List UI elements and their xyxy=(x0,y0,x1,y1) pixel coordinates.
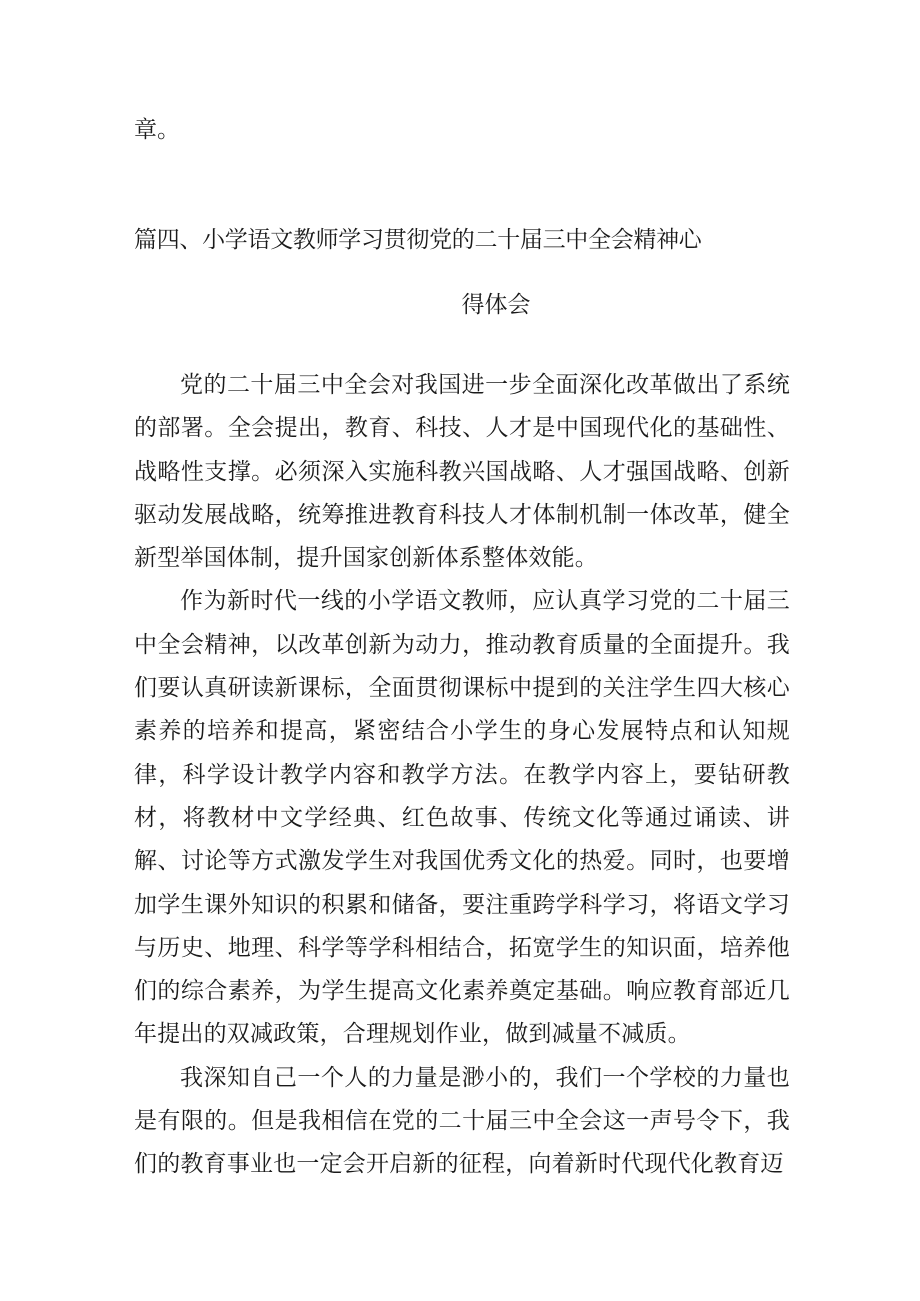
article-title xyxy=(134,208,786,337)
continuation-text: 章。 xyxy=(134,117,180,143)
article-body xyxy=(134,364,790,1187)
body-paragraph-3: 我深知自己一个人的力量是渺小的，我们一个学校的力量也是有限的。但是我相信在党的二十届三中全会这一声号令下，我们的教育事业也一定会开启新的征程，向着新时代现代化教育迈 xyxy=(134,1064,790,1178)
body-paragraph-1: 党的二十届三中全会对我国进一步全面深化改革做出了系统的部署。全会提出，教育、科技、人才是中国现代化的基础性、战略性支撑。必须深入实施科教兴国战略、人才强国战略、创新驱动发展战略，统筹推进教育科技人才体制机制一体改革，健全新型举国体制，提升国家创新体系整体效能。 xyxy=(134,372,790,572)
body-paragraph-2: 作为新时代一线的小学语文教师，应认真学习党的二十届三中全会精神，以改革创新为动力，推动教育质量的全面提升。我们要认真研读新课标，全面贯彻课标中提到的关注学生四大核心素养的培养和提高，紧密结合小学生的身心发展特点和认知规律，科学设计教学内容和教学方法。在教学内容上，要钻研教材，将教材中文学经典、红色故事、传统文化等通过诵读、讲解、讨论等方式激发学生对我国优秀文化的热爱。同时，也要增加学生课外知识的积累和储备，要注重跨学科学习，将语文学习与历史、地理、科学等学科相结合，拓宽学生的知识面，培养他们的综合素养，为学生提高文化素养奠定基础。响应教育部近几年提出的双减政策，合理规划作业，做到减量不减质。 xyxy=(134,588,790,1048)
article-title-line-2: 得体会 xyxy=(461,292,531,318)
article-title-line-1: 篇四、小学语文教师学习贯彻党的二十届三中全会精神心 xyxy=(134,227,702,253)
